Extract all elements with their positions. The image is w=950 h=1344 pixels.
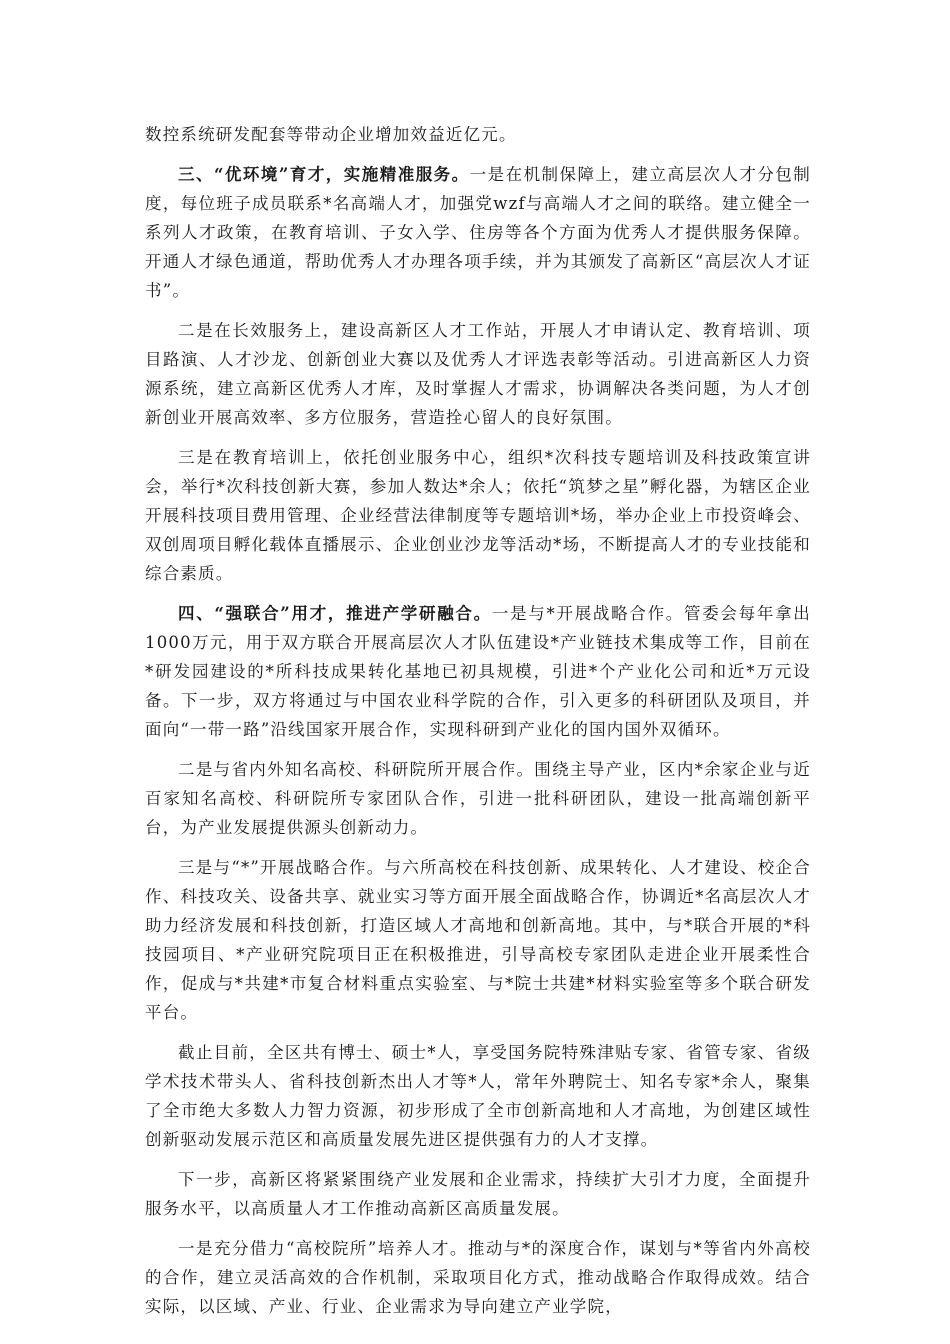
paragraph	[145, 853, 811, 1027]
paragraph	[145, 1165, 811, 1223]
paragraph-section-four	[145, 599, 811, 744]
paragraph-text: 下一步，高新区将紧紧围绕产业发展和企业需求，持续扩大引才力度，全面提升服务水平，以高质量人才工作推动高新区高质量发展。	[145, 1170, 811, 1218]
paragraph-text: 一是充分借力“高校院所”培养人才。推动与*的深度合作，谋划与*等省内外高校的合作，建立灵活高效的合作机制，采取项目化方式，推动战略合作取得成效。结合实际，以区域、产业、行业、企业需求为导向建立产业学院，	[145, 1239, 811, 1316]
paragraph-text: 三是与“*”开展战略合作。与六所高校在科技创新、成果转化、人才建设、校企合作、科技攻关、设备共享、就业实习等方面开展全面战略合作，协调近*名高层次人才助力经济发展和科技创新，打造区域人才高地和创新高地。其中，与*联合开展的*科技园项目、*产业研究院项目正在积极推进，引导高校专家团队走进企业开展柔性合作，促成与*共建*市复合材料重点实验室、与*院士共建*材料实验室等多个联合研发平台。	[145, 858, 811, 1022]
paragraph	[145, 1038, 811, 1154]
paragraph-section-three	[145, 160, 811, 305]
paragraph-text: 二是在长效服务上，建设高新区人才工作站，开展人才申请认定、教育培训、项目路演、人才沙龙、创新创业大赛以及优秀人才评选表彰等活动。引进高新区人力资源系统，建立高新区优秀人才库，及时掌握人才需求，协调解决各类问题，为人才创新创业开展高效率、多方位服务，营造拴心留人的良好氛围。	[145, 321, 811, 427]
paragraph-text: 一是在机制保障上，建立高层次人才分包制度，每位班子成员联系*名高端人才，加强党wzf与高端人才之间的联络。建立健全一系列人才政策，在教育培训、子女入学、住房等各个方面为优秀人才提供服务保障。开通人才绿色通道，帮助优秀人才办理各项手续，并为其颁发了高新区“高层次人才证书”。	[145, 165, 811, 300]
paragraph-text: 二是与省内外知名高校、科研院所开展合作。围绕主导产业，区内*余家企业与近百家知名高校、科研院所专家团队合作，引进一批科研团队，建设一批高端创新平台，为产业发展提供源头创新动力。	[145, 760, 811, 837]
paragraph-continuation	[145, 120, 811, 149]
document-body	[145, 120, 811, 1332]
paragraph-text: 数控系统研发配套等带动企业增加效益近亿元。	[145, 125, 517, 144]
paragraph-text: 三是在教育培训上，依托创业服务中心，组织*次科技专题培训及科技政策宣讲会，举行*次科技创新大赛，参加人数达*余人；依托“筑梦之星”孵化器，为辖区企业开展科技项目费用管理、企业经营法律制度等专题培训*场，举办企业上市投资峰会、双创周项目孵化载体直播展示、企业创业沙龙等活动*场，不断提高人才的专业技能和综合素质。	[145, 448, 811, 583]
paragraph	[145, 1234, 811, 1321]
paragraph	[145, 755, 811, 842]
section-heading: 三、“优环境”育才，实施精准服务。	[178, 165, 470, 184]
paragraph-text: 一是与*开展战略合作。管委会每年拿出1000万元，用于双方联合开展高层次人才队伍建设*产业链技术集成等工作，目前在*研发园建设的*所科技成果转化基地已初具规模，引进*个产业化公司和近*万元设备。下一步，双方将通过与中国农业科学院的合作，引入更多的科研团队及项目，并面向“一带一路”沿线国家开展合作，实现科研到产业化的国内国外双循环。	[145, 604, 811, 739]
paragraph-text: 截止目前，全区共有博士、硕士*人，享受国务院特殊津贴专家、省管专家、省级学术技术带头人、省科技创新杰出人才等*人，常年外聘院士、知名专家*余人，聚集了全市绝大多数人力智力资源，初步形成了全市创新高地和人才高地，为创建区域性创新驱动发展示范区和高质量发展先进区提供强有力的人才支撑。	[145, 1043, 811, 1149]
section-heading: 四、“强联合”用才，推进产学研融合。	[178, 604, 492, 623]
paragraph	[145, 443, 811, 588]
paragraph	[145, 316, 811, 432]
